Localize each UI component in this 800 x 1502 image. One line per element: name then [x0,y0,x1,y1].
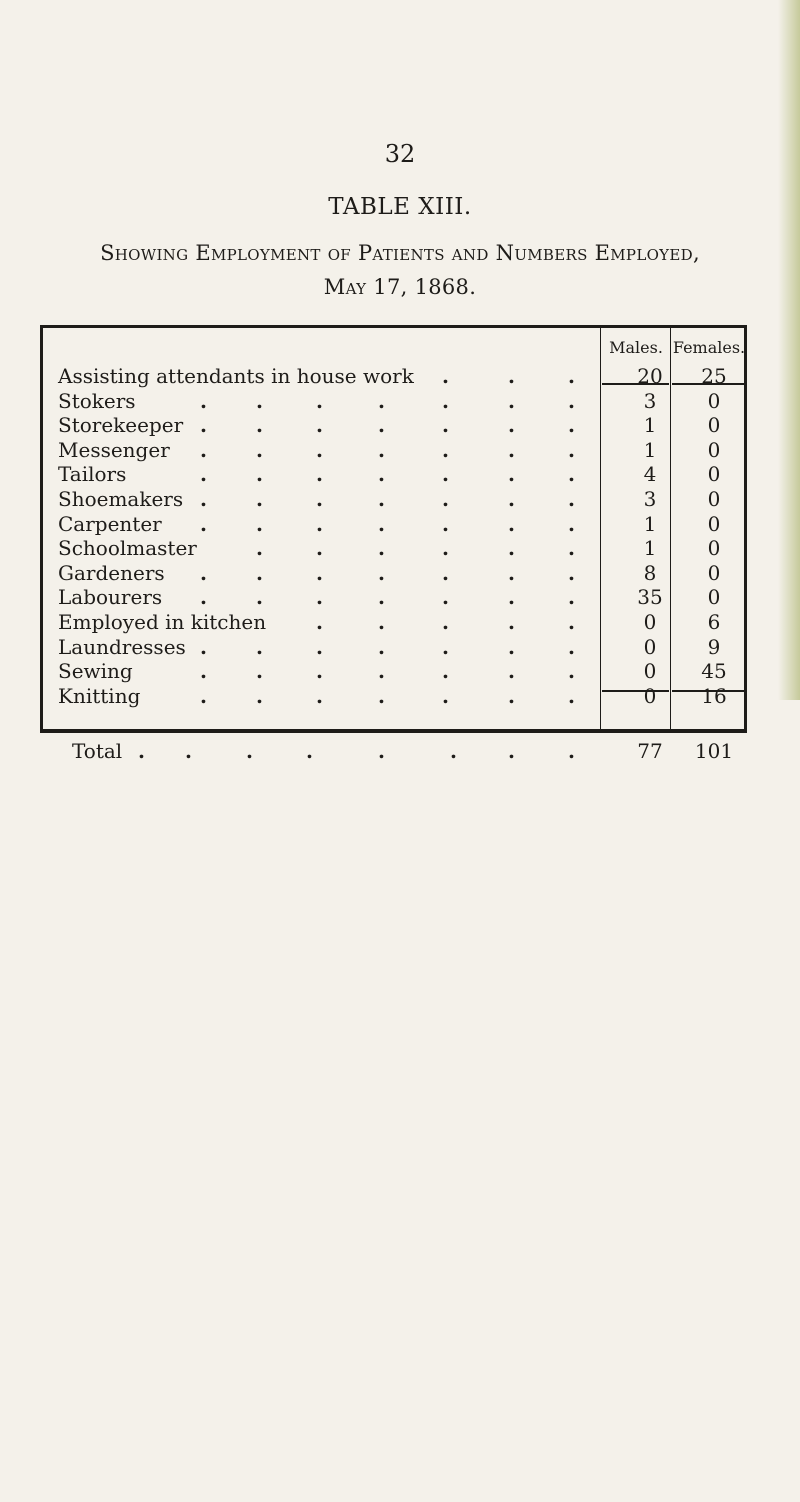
row-label: Carpenter [58,511,162,536]
females-count: 0 [707,536,721,561]
females-count: 25 [701,364,727,388]
females-count: 0 [707,487,721,511]
page-edge-discoloration [778,0,800,700]
table-row: Tailors . . . . . . . 4 0 [58,459,748,489]
males-count: 3 [643,487,657,511]
table-row: Messenger . . . . . . . 1 0 [58,435,748,465]
row-label: Storekeeper [58,413,184,438]
total-males: 77 [637,739,663,763]
total-females: 101 [694,739,734,763]
table-row: Assisting attendants in house work . . . 20 25 [58,361,748,391]
males-count: 0 [643,610,657,634]
row-label: Stokers [58,388,136,413]
table-row: Storekeeper . . . . . . . 1 0 [58,410,748,440]
table-row: Stokers . . . . . . . 3 0 [58,386,748,416]
females-count: 0 [707,413,721,438]
males-count: 3 [643,388,657,413]
total-label: Total [72,739,123,763]
subtitle-line-1: Showing Employment of Patients and Numbers Employed, [100,241,700,265]
header-females: Females. [672,338,746,357]
females-count: 0 [707,462,721,487]
header-males: Males. [609,338,663,357]
table-row: Labourers . . . . . . . 35 0 [58,582,748,612]
table-row: Gardeners . . . . . . . 8 0 [58,558,748,588]
row-label: Schoolmaster [58,536,197,561]
page-number: 32 [384,140,416,168]
row-label: Sewing [58,659,133,684]
females-count: 6 [707,610,721,634]
males-count: 1 [643,536,657,561]
row-label: Knitting [58,683,141,708]
row-label: Shoemakers [58,487,184,511]
table-row: Sewing . . . . . . . 0 45 [58,656,748,686]
table-row: Shoemakers . . . . . . . 3 0 [58,484,748,514]
row-label: Laundresses [58,634,186,659]
total-row: Total . . . . . . . . 77 101 [58,736,748,766]
row-label: Employed in kitchen [58,610,267,634]
males-count: 0 [643,683,657,708]
females-count: 0 [707,560,721,585]
table-row: Laundresses . . . . . . . 0 9 [58,632,748,662]
males-count: 8 [643,560,657,585]
males-count: 20 [637,364,663,388]
table-title: TABLE XIII. [328,194,472,220]
males-count: 1 [643,413,657,438]
females-count: 45 [701,659,727,684]
males-count: 0 [643,634,657,659]
table-row: Carpenter . . . . . . . 1 0 [58,509,748,539]
row-label: Messenger [58,437,170,462]
males-count: 0 [643,659,657,684]
row-label: Assisting attendants in house work [58,364,414,388]
table-row: Schoolmaster . . . . . . 1 0 [58,533,748,563]
females-count: 16 [701,683,727,708]
males-count: 1 [643,511,657,536]
females-count: 9 [707,634,721,659]
table-subtitle [0,236,800,304]
subtitle-line-2: May 17, 1868. [323,275,477,299]
females-count: 0 [707,585,721,610]
females-count: 0 [707,437,721,462]
females-count: 0 [707,511,721,536]
row-label: Gardeners [58,560,165,585]
table-row: Knitting . . . . . . . 0 16 [58,681,748,711]
males-count: 1 [643,437,657,462]
row-label: Labourers [58,585,163,610]
males-count: 35 [637,585,663,610]
males-count: 4 [643,462,657,487]
females-count: 0 [707,388,721,413]
table-row: Employed in kitchen . . . . . 0 6 [58,607,748,637]
row-label: Tailors [58,462,127,487]
